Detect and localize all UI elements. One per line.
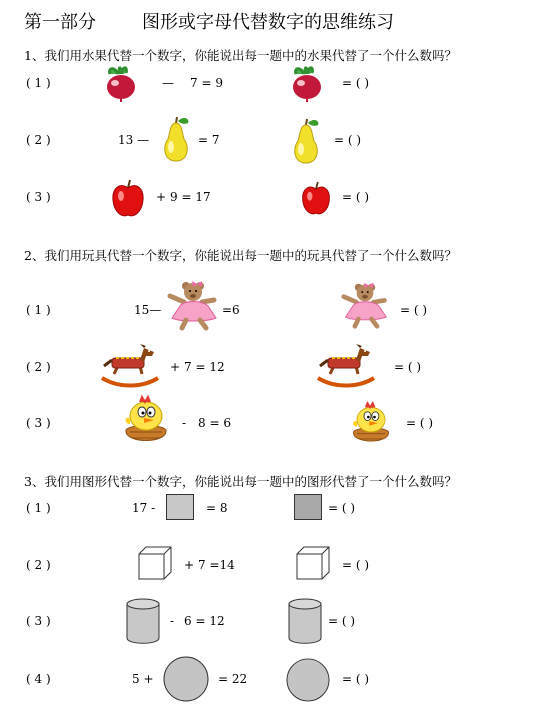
square-icon [166,494,194,520]
page-title: 图形或字母代替数字的思维练习 [142,12,394,33]
apple-icon [110,178,146,218]
apple-icon [300,180,332,216]
radish-icon [290,66,324,102]
answer-blank[interactable]: = ( ) [328,614,356,628]
equation-right: 7 = 9 [190,76,223,90]
answer-blank[interactable]: = ( ) [334,133,362,147]
operator: + [184,558,195,572]
chick-icon [350,402,392,446]
item-number: ( 1 ) [26,76,51,90]
equation-right: 9 = 17 [170,190,211,204]
cylinder-icon [126,598,160,644]
equation-left: 15— [134,303,162,317]
equation-right: 6 = 12 [184,614,225,628]
item-number: ( 3 ) [26,190,51,204]
question-3: 3、我们用图形代替一个数字，你能说出每一题中的图形代替了一个什么数吗？ [24,474,457,489]
item-number: ( 2 ) [26,133,51,147]
cube-icon [296,546,330,580]
operator: + [156,190,167,204]
item-number: ( 1 ) [26,303,51,317]
equation-right: = 8 [206,501,228,515]
answer-blank[interactable]: = ( ) [406,416,434,430]
equation-right: 7 = 12 [184,360,225,374]
item-number: ( 2 ) [26,558,51,572]
equation-right: =6 [222,303,240,317]
equation-left: 5 + [132,672,154,686]
answer-blank[interactable]: = ( ) [342,190,370,204]
cube-icon [138,546,172,580]
operator: + [170,360,181,374]
chick-icon [122,396,170,446]
item-number: ( 2 ) [26,360,51,374]
rocking-horse-icon [316,344,376,386]
answer-blank[interactable]: = ( ) [394,360,422,374]
equation-right: 8 = 6 [198,416,231,430]
title-part: 第一部分 [24,12,96,33]
item-number: ( 1 ) [26,501,51,515]
question-1: 1、我们用水果代替一个数字，你能说出每一题中的水果代替了一个什么数吗？ [24,48,457,63]
item-number: ( 4 ) [26,672,51,686]
answer-blank[interactable]: = ( ) [342,672,370,686]
rocking-horse-icon [100,344,160,386]
circle-icon [163,656,209,702]
equation-right: = 7 [198,133,220,147]
item-number: ( 3 ) [26,614,51,628]
circle-icon [286,658,330,702]
question-2: 2、我们用玩具代替一个数字，你能说出每一题中的玩具代替了一个什么数吗？ [24,248,457,263]
pear-icon [160,115,192,163]
radish-icon [104,66,138,102]
pear-icon [290,117,322,165]
answer-blank[interactable]: = ( ) [400,303,428,317]
item-number: ( 3 ) [26,416,51,430]
answer-blank[interactable]: = ( ) [328,501,356,515]
operator: - [182,416,187,430]
square-icon [294,494,322,520]
teddy-bear-icon [166,280,220,330]
equation-left: 17 - [132,501,156,515]
cylinder-icon [288,598,322,644]
operator: — [162,76,174,90]
operator: - [170,614,175,628]
teddy-bear-icon [340,280,390,330]
equation-left: 13 — [118,133,150,147]
equation-right: 7 =14 [198,558,235,572]
answer-blank[interactable]: = ( ) [342,558,370,572]
answer-blank[interactable]: = ( ) [342,76,370,90]
equation-right: = 22 [218,672,248,686]
